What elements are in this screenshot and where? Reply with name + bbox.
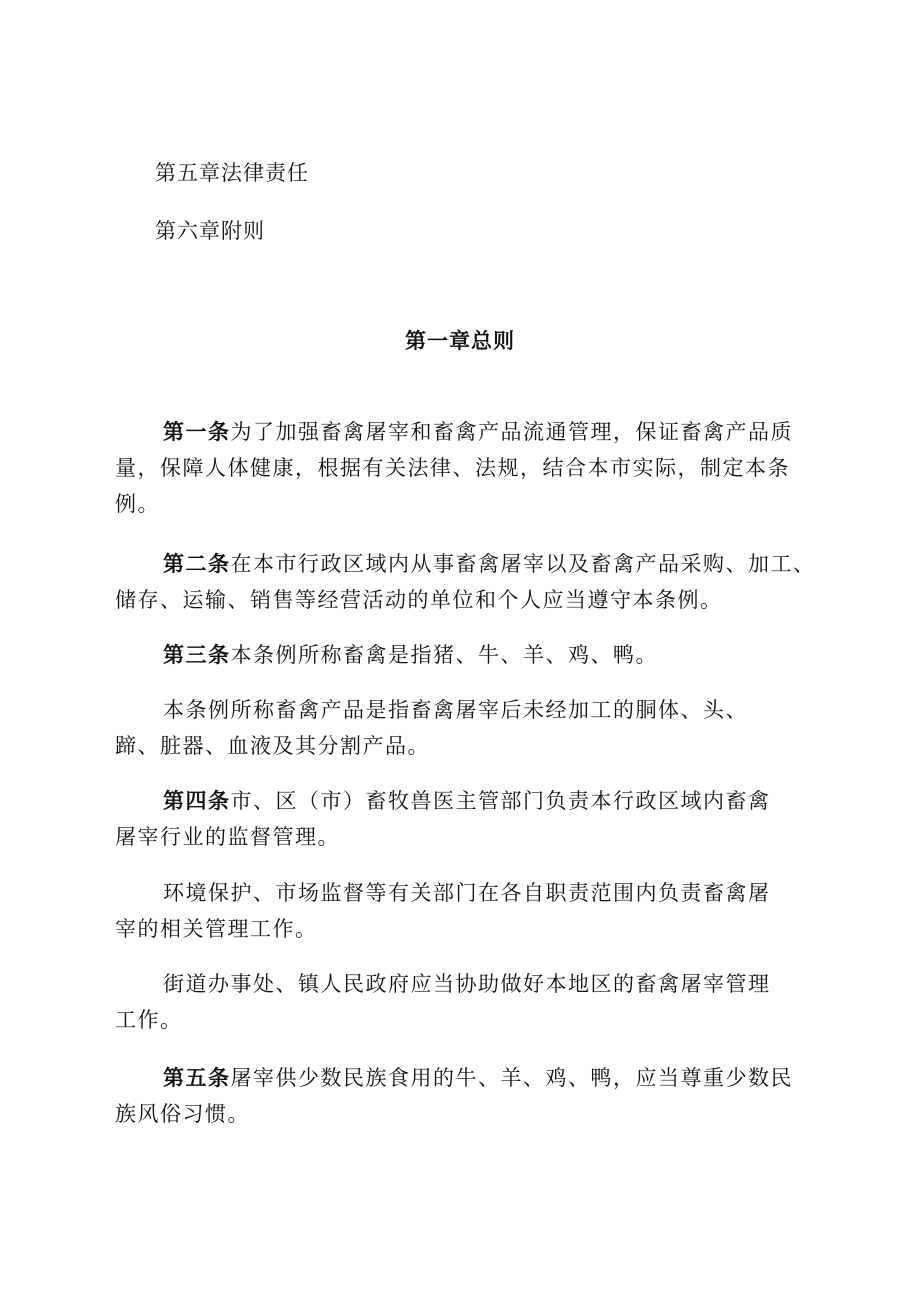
article-4: [115, 783, 815, 855]
paragraph-line: [115, 637, 815, 673]
paragraph-line: 环境保护、市场监督等有关部门在各自职责范围内负责畜禽屠: [163, 881, 771, 905]
paragraph-line: 储存、运输、销售等经营活动的单位和个人应当遵守本条例。: [115, 588, 723, 612]
paragraph-line: 街道办事处、镇人民政府应当协助做好本地区的畜禽屠宰管理: [163, 972, 771, 996]
paragraph-line: 蹄、脏器、血液及其分割产品。: [115, 734, 430, 758]
article-3-paragraph-2: [115, 692, 815, 764]
chapter-title: 第一章总则: [405, 328, 515, 353]
paragraph-line: 宰的相关管理工作。: [115, 917, 318, 941]
paragraph-text: 本条例所称畜禽是指猪、牛、羊、鸡、鸭。: [230, 643, 658, 667]
article-4-paragraph-2: [115, 875, 815, 947]
article-label: 第四条: [163, 788, 231, 813]
article-label: 第三条: [163, 642, 231, 667]
paragraph-line: [115, 1060, 815, 1096]
article-5: [115, 1060, 815, 1132]
paragraph-line: 例。: [115, 492, 160, 516]
article-label: 第二条: [163, 551, 231, 576]
paragraph-line: 族风俗习惯。: [115, 1102, 250, 1126]
article-label: 第五条: [163, 1065, 231, 1090]
paragraph-text: 市、区（市）畜牧兽医主管部门负责本行政区域内畜禽: [230, 789, 771, 813]
article-3: [115, 637, 815, 673]
toc-item-chapter-5: 第五章法律责任: [155, 161, 309, 185]
paragraph-line: 本条例所称畜禽产品是指畜禽屠宰后未经加工的胴体、头、: [163, 698, 748, 722]
toc-item-chapter-6: 第六章附则: [155, 219, 265, 243]
paragraph-text: 在本市行政区域内从事畜禽屠宰以及畜禽产品采购、加工、: [230, 552, 816, 576]
paragraph-line: 工作。: [115, 1008, 183, 1032]
paragraph-text: 为了加强畜禽屠宰和畜禽产品流通管理，保证畜禽产品质: [230, 420, 793, 444]
paragraph-line: [115, 546, 815, 582]
article-1: [115, 414, 815, 522]
paragraph-line: 量，保障人体健康，根据有关法律、法规，结合本市实际，制定本条: [115, 456, 790, 480]
article-label: 第一条: [163, 419, 231, 444]
paragraph-text: 屠宰供少数民族食用的牛、羊、鸡、鸭，应当尊重少数民: [230, 1066, 793, 1090]
article-2: [115, 546, 815, 618]
paragraph-line: [115, 783, 815, 819]
paragraph-line: [115, 414, 815, 450]
article-4-paragraph-3: [115, 966, 815, 1038]
paragraph-line: 屠宰行业的监督管理。: [115, 825, 340, 849]
